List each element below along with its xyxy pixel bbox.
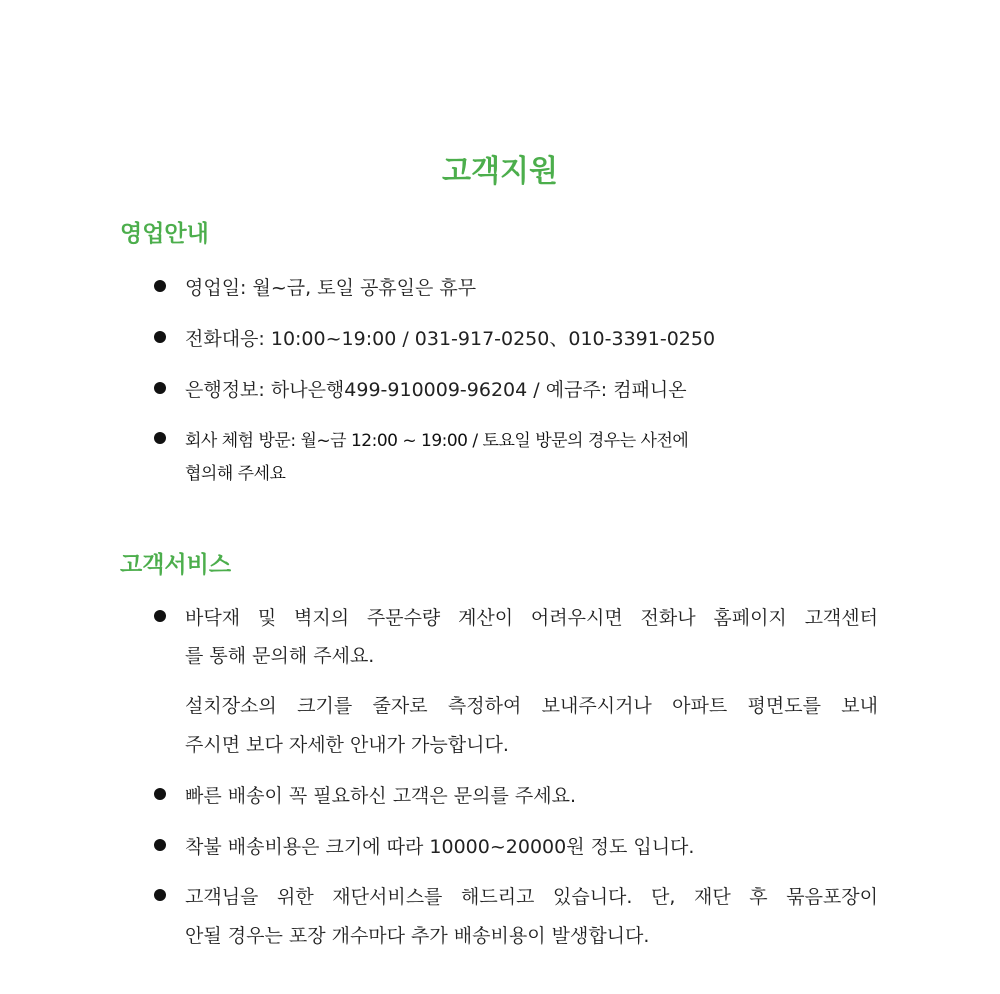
business-day-text: 영업일: 월~금, 토일 공휴일은 휴무 <box>185 277 477 299</box>
bullet-icon <box>154 610 166 622</box>
order-quantity-text-continued: 를 통해 문의해 주세요. <box>185 645 375 667</box>
cutting-service-text: 고객님을 위한 재단서비스를 해드리고 있습니다. 단, 재단 후 묶음포장이 <box>185 886 878 908</box>
bullet-icon <box>154 432 166 444</box>
phone-hours-text: 전화대응: 10:00~19:00 / 031-917-0250、010-3391-0250 <box>185 328 716 350</box>
order-quantity-text: 바닥재 및 벽지의 주문수량 계산이 어려우시면 전화나 홈페이지 고객센터 <box>185 607 878 629</box>
visit-info-text: 회사 체험 방문: 월~금 12:00 ~ 19:00 / 토요일 방문의 경우는 사전에 <box>185 431 689 451</box>
bullet-icon <box>154 382 166 394</box>
bullet-icon <box>154 839 166 851</box>
bullet-icon <box>154 280 166 292</box>
measurement-text: 설치장소의 크기를 줄자로 측정하여 보내주시거나 아파트 평면도를 보내 <box>185 695 878 717</box>
cutting-service-text-continued: 안될 경우는 포장 개수마다 추가 배송비용이 발생합니다. <box>185 925 650 947</box>
bank-info-text: 은행정보: 하나은행499-910009-96204 / 예금주: 컴패니온 <box>185 379 687 401</box>
visit-info-text-continued: 협의해 주세요 <box>185 464 286 484</box>
bullet-icon <box>154 788 166 800</box>
bullet-icon <box>154 331 166 343</box>
fast-delivery-text: 빠른 배송이 꼭 필요하신 고객은 문의를 주세요. <box>185 785 577 807</box>
section-heading-customer-service: 고객서비스 <box>120 552 232 578</box>
measurement-text-continued: 주시면 보다 자세한 안내가 가능합니다. <box>185 734 509 756</box>
section-heading-business-info: 영업안내 <box>120 221 209 247</box>
shipping-cost-text: 착불 배송비용은 크기에 따라 10000~20000원 정도 입니다. <box>185 836 695 858</box>
bullet-icon <box>154 889 166 901</box>
page-title: 고객지원 <box>442 154 558 189</box>
